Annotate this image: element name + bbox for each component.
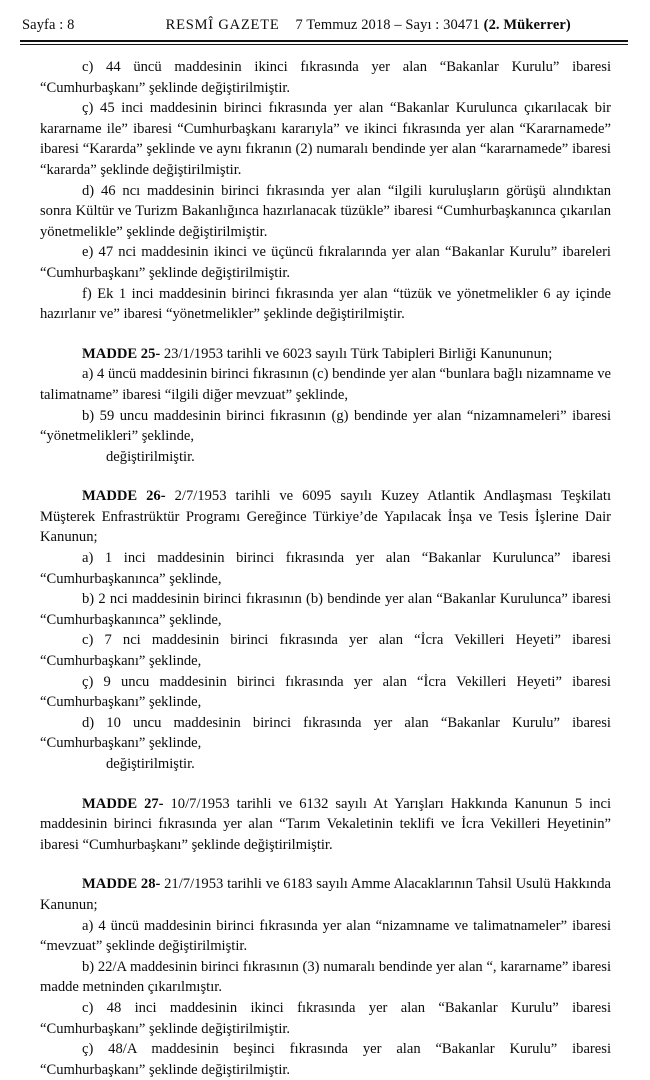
clause-paragraph: b) 22/A maddesinin birinci fıkrasının (3) numaralı bendinde yer alan “, kararname” ibaresi madde metninden çıkarılmıştır. — [40, 958, 611, 996]
article-number-label: MADDE 27- — [82, 795, 164, 812]
clause-paragraph: b) 59 uncu maddesinin birinci fıkrasının (g) bendinde yer alan “nizamnameleri” ibaresi “yönetmelikleri” şeklinde, — [40, 407, 611, 445]
closing-line: değiştirilmiştir. — [106, 756, 195, 772]
clause-paragraph: d) 46 ncı maddesinin birinci fıkrasında yer alan “ilgili kuruluşların görüşü alındıktan sonra Kültür ve Turizm Bakanlığınca hazırlanacak tüzükle” ibaresi “Cumhurbaşkanınca çıkarılan yönetmelikle” şeklinde değiştirilmiştir. — [40, 182, 611, 240]
gazette-title: RESMÎ GAZETE — [165, 17, 280, 33]
clause-paragraph: c) 44 üncü maddesinin ikinci fıkrasında yer alan “Bakanlar Kurulu” ibaresi “Cumhurbaşkanı” şeklinde değiştirilmiştir. — [40, 59, 611, 96]
closing-line: değiştirilmiştir. — [106, 448, 195, 465]
paragraph-gap — [40, 467, 611, 486]
document-body — [40, 57, 611, 1080]
page-header — [20, 16, 628, 42]
article-heading: MADDE 25- 23/1/1953 tarihli ve 6023 sayılı Türk Tabipleri Birliği Kanununun; — [82, 345, 553, 362]
clause-paragraph: ç) 9 uncu maddesinin birinci fıkrasında yer alan “İcra Vekilleri Heyeti” ibaresi “Cumhurbaşkanı” şeklinde, — [40, 673, 611, 711]
clause-paragraph: c) 7 nci maddesinin birinci fıkrasında yer alan “İcra Vekilleri Heyeti” ibaresi “Cumhurbaşkanı” şeklinde, — [40, 632, 611, 670]
clause-paragraph: a) 4 üncü maddesinin birinci fıkrasında yer alan “nizamname ve talimatnameler” ibaresi “mevzuat” şeklinde değiştirilmiştir. — [40, 917, 611, 955]
clause-paragraph: a) 4 üncü maddesinin birinci fıkrasının (c) bendinde yer alan “bunlara bağlı nizamname ve talimatname” ibaresi “ilgili diğer mevzuat” şeklinde, — [40, 366, 611, 403]
article-heading: MADDE 27- 10/7/1953 tarihli ve 6132 sayılı At Yarışları Hakkında Kanunun 5 inci maddesinin birinci fıkrasında yer alan “Tarım Vekaletinin teklifi ve İcra Vekilleri Heyetinin” ibaresi “Cumhurbaşkanı” şeklinde değiştirilmiştir. — [40, 795, 611, 853]
clause-paragraph: c) 48 inci maddesinin ikinci fıkrasında yer alan “Bakanlar Kurulu” ibaresi “Cumhurbaşkanı” şeklinde değiştirilmiştir. — [40, 999, 611, 1037]
clause-paragraph: b) 2 nci maddesinin birinci fıkrasının (b) bendinde yer alan “Bakanlar Kurulunca” ibaresi “Cumhurbaşkanınca” şeklinde, — [40, 591, 611, 628]
issue-suffix-label: (2. Mükerrer) — [483, 17, 571, 33]
header-rule-thin — [20, 44, 628, 45]
article-number-label: MADDE 25- — [82, 345, 161, 362]
clause-paragraph: f) Ek 1 inci maddesinin birinci fıkrasında yer alan “tüzük ve yönetmelikler 6 ay içinde hazırlanır ve” ibaresi “yönetmelikler” şeklinde değiştirilmiştir. — [40, 285, 611, 323]
article-heading: MADDE 26- 2/7/1953 tarihli ve 6095 sayılı Kuzey Atlantik Andlaşması Teşkilatı Müşterek Enfrastrüktür Programı Gereğince Türkiye’de Yapılacak İnşa ve Tesis İşlerine Dair Kanunun; — [40, 488, 611, 546]
article-number-label: MADDE 26- — [82, 488, 166, 505]
clause-paragraph: ç) 48/A maddesinin beşinci fıkrasında yer alan “Bakanlar Kurulu” ibaresi “Cumhurbaşkanı” şeklinde değiştirilmiştir. — [40, 1041, 611, 1078]
header-rule-thick — [20, 40, 628, 42]
clause-paragraph: ç) 45 inci maddesinin birinci fıkrasında yer alan “Bakanlar Kurulunca çıkarılacak bir kararname ile” ibaresi “Cumhurbaşkanı kararıyla” ve ikinci fıkrasında yer alan “Kararnamede” ibaresi “Kararda” şeklinde ve aynı fıkranın (2) numaralı bendinde yer alan “kararnamede” ibaresi “kararda” şeklinde değiştirilmiştir. — [40, 100, 611, 178]
clause-paragraph: a) 1 inci maddesinin birinci fıkrasında yer alan “Bakanlar Kurulunca” ibaresi “Cumhurbaşkanınca” şeklinde, — [40, 550, 611, 587]
clause-paragraph: e) 47 nci maddesinin ikinci ve üçüncü fıkralarında yer alan “Bakanlar Kurulu” ibareleri “Cumhurbaşkanı” şeklinde değiştirilmiştir. — [40, 244, 611, 281]
article-number-label: MADDE 28- — [82, 876, 161, 893]
header-center-group — [74, 16, 628, 34]
paragraph-gap — [40, 325, 611, 344]
clause-paragraph: d) 10 uncu maddesinin birinci fıkrasında yer alan “Bakanlar Kurulu” ibaresi “Cumhurbaşkanı” şeklinde, — [40, 714, 611, 752]
article-heading: MADDE 28- 21/7/1953 tarihli ve 6183 sayılı Amme Alacaklarının Tahsil Usulü Hakkında Kanunun; — [40, 876, 611, 913]
page-number-label: Sayfa : 8 — [22, 17, 75, 33]
paragraph-gap — [40, 775, 611, 794]
issue-date-number: 7 Temmuz 2018 – Sayı : 30471 — [295, 17, 480, 33]
paragraph-gap — [40, 855, 611, 874]
